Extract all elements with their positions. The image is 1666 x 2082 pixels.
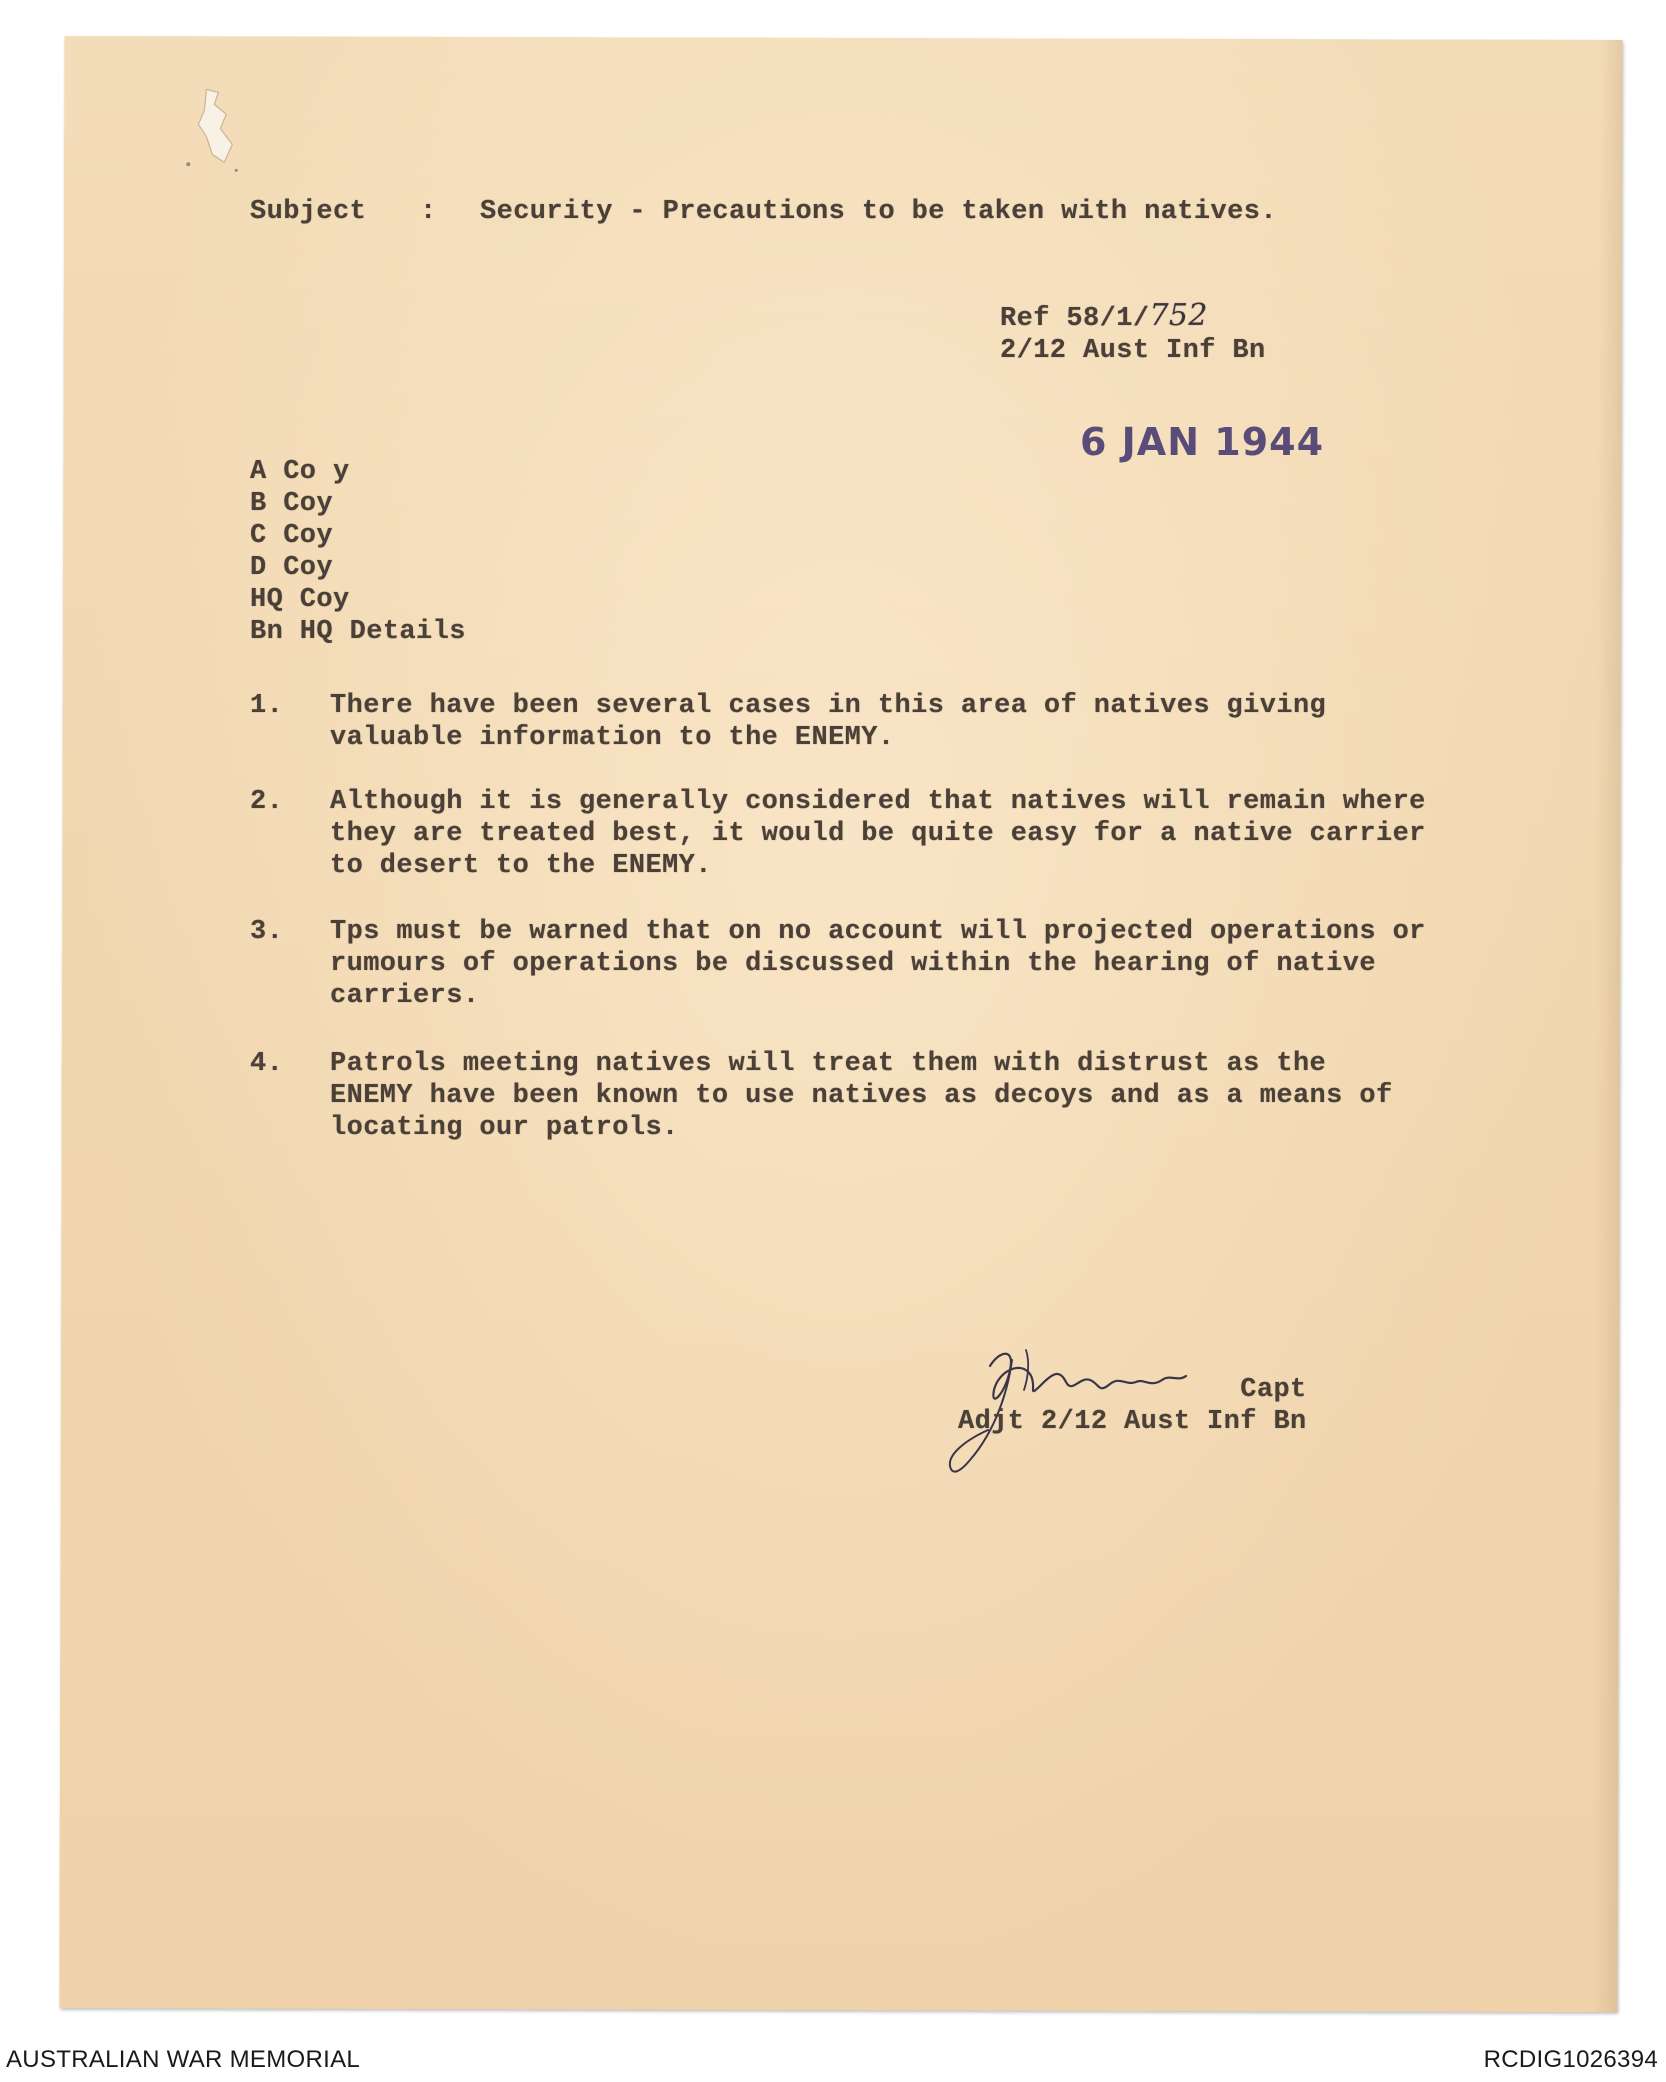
paragraph-body bbox=[330, 786, 1426, 882]
signature-title: Adjt 2/12 Aust Inf Bn bbox=[958, 1407, 1307, 1437]
paragraph-2 bbox=[250, 786, 1430, 882]
signature-rank: Capt bbox=[1240, 1375, 1307, 1405]
subject-label: Subject bbox=[250, 197, 367, 227]
paragraph-line: to desert to the ENEMY. bbox=[330, 851, 712, 881]
paragraph-body bbox=[330, 916, 1426, 1012]
paragraph-body bbox=[330, 690, 1326, 754]
paragraph-number: 4. bbox=[250, 1049, 284, 1079]
addressee-list bbox=[250, 456, 466, 648]
reference-prefix: Ref 58/1/ bbox=[1000, 304, 1150, 334]
addressee-item: Bn HQ Details bbox=[250, 617, 466, 647]
document-paper bbox=[59, 36, 1622, 2012]
subject-line bbox=[250, 196, 1277, 228]
date-stamp: 6 JAN 1944 bbox=[1080, 420, 1325, 464]
paragraph-line: locating our patrols. bbox=[330, 1113, 679, 1143]
paragraph-line: Although it is generally considered that natives will remain where bbox=[330, 787, 1426, 817]
paragraph-number: 2. bbox=[250, 787, 284, 817]
paragraph-line: Patrols meeting natives will treat them with distrust as the bbox=[330, 1049, 1327, 1079]
paragraph-line: rumours of operations be discussed within the hearing of native bbox=[330, 949, 1376, 979]
addressee-item: A Co y bbox=[250, 457, 350, 487]
addressee-item: B Coy bbox=[250, 489, 334, 519]
unit-line: 2/12 Aust Inf Bn bbox=[1000, 336, 1266, 366]
paper-edge-shadow bbox=[1593, 40, 1622, 2012]
paragraph-1 bbox=[250, 690, 1430, 786]
paragraph-number: 3. bbox=[250, 917, 284, 947]
paragraph-line: ENEMY have been known to use natives as decoys and as a means of bbox=[330, 1081, 1393, 1111]
reference-block bbox=[1000, 300, 1266, 367]
paragraph-3 bbox=[250, 916, 1430, 1012]
signature-block bbox=[958, 1374, 1307, 1438]
paragraph-line: they are treated best, it would be quite easy for a native carrier bbox=[330, 819, 1426, 849]
footer-record-id: RCDIG1026394 bbox=[1483, 2046, 1658, 2073]
addressee-item: HQ Coy bbox=[250, 585, 350, 615]
paragraph-line: Tps must be warned that on no account will projected operations or bbox=[330, 917, 1426, 947]
paragraph-line: There have been several cases in this area of natives giving bbox=[330, 691, 1327, 721]
subject-colon: : bbox=[420, 197, 437, 227]
paragraph-4 bbox=[250, 1048, 1430, 1144]
paragraph-body bbox=[330, 1048, 1393, 1144]
paragraph-number: 1. bbox=[250, 691, 284, 721]
reference-line bbox=[1000, 300, 1266, 335]
addressee-item: C Coy bbox=[250, 521, 334, 551]
reference-handwritten-number: 752 bbox=[1149, 298, 1208, 333]
paragraph-line: valuable information to the ENEMY. bbox=[330, 723, 895, 753]
paragraph-line: carriers. bbox=[330, 981, 480, 1011]
subject-text: Security - Precautions to be taken with natives. bbox=[480, 197, 1277, 227]
addressee-item: D Coy bbox=[250, 553, 334, 583]
paper-tear-mark bbox=[176, 84, 246, 174]
footer-institution: AUSTRALIAN WAR MEMORIAL bbox=[6, 2046, 361, 2073]
